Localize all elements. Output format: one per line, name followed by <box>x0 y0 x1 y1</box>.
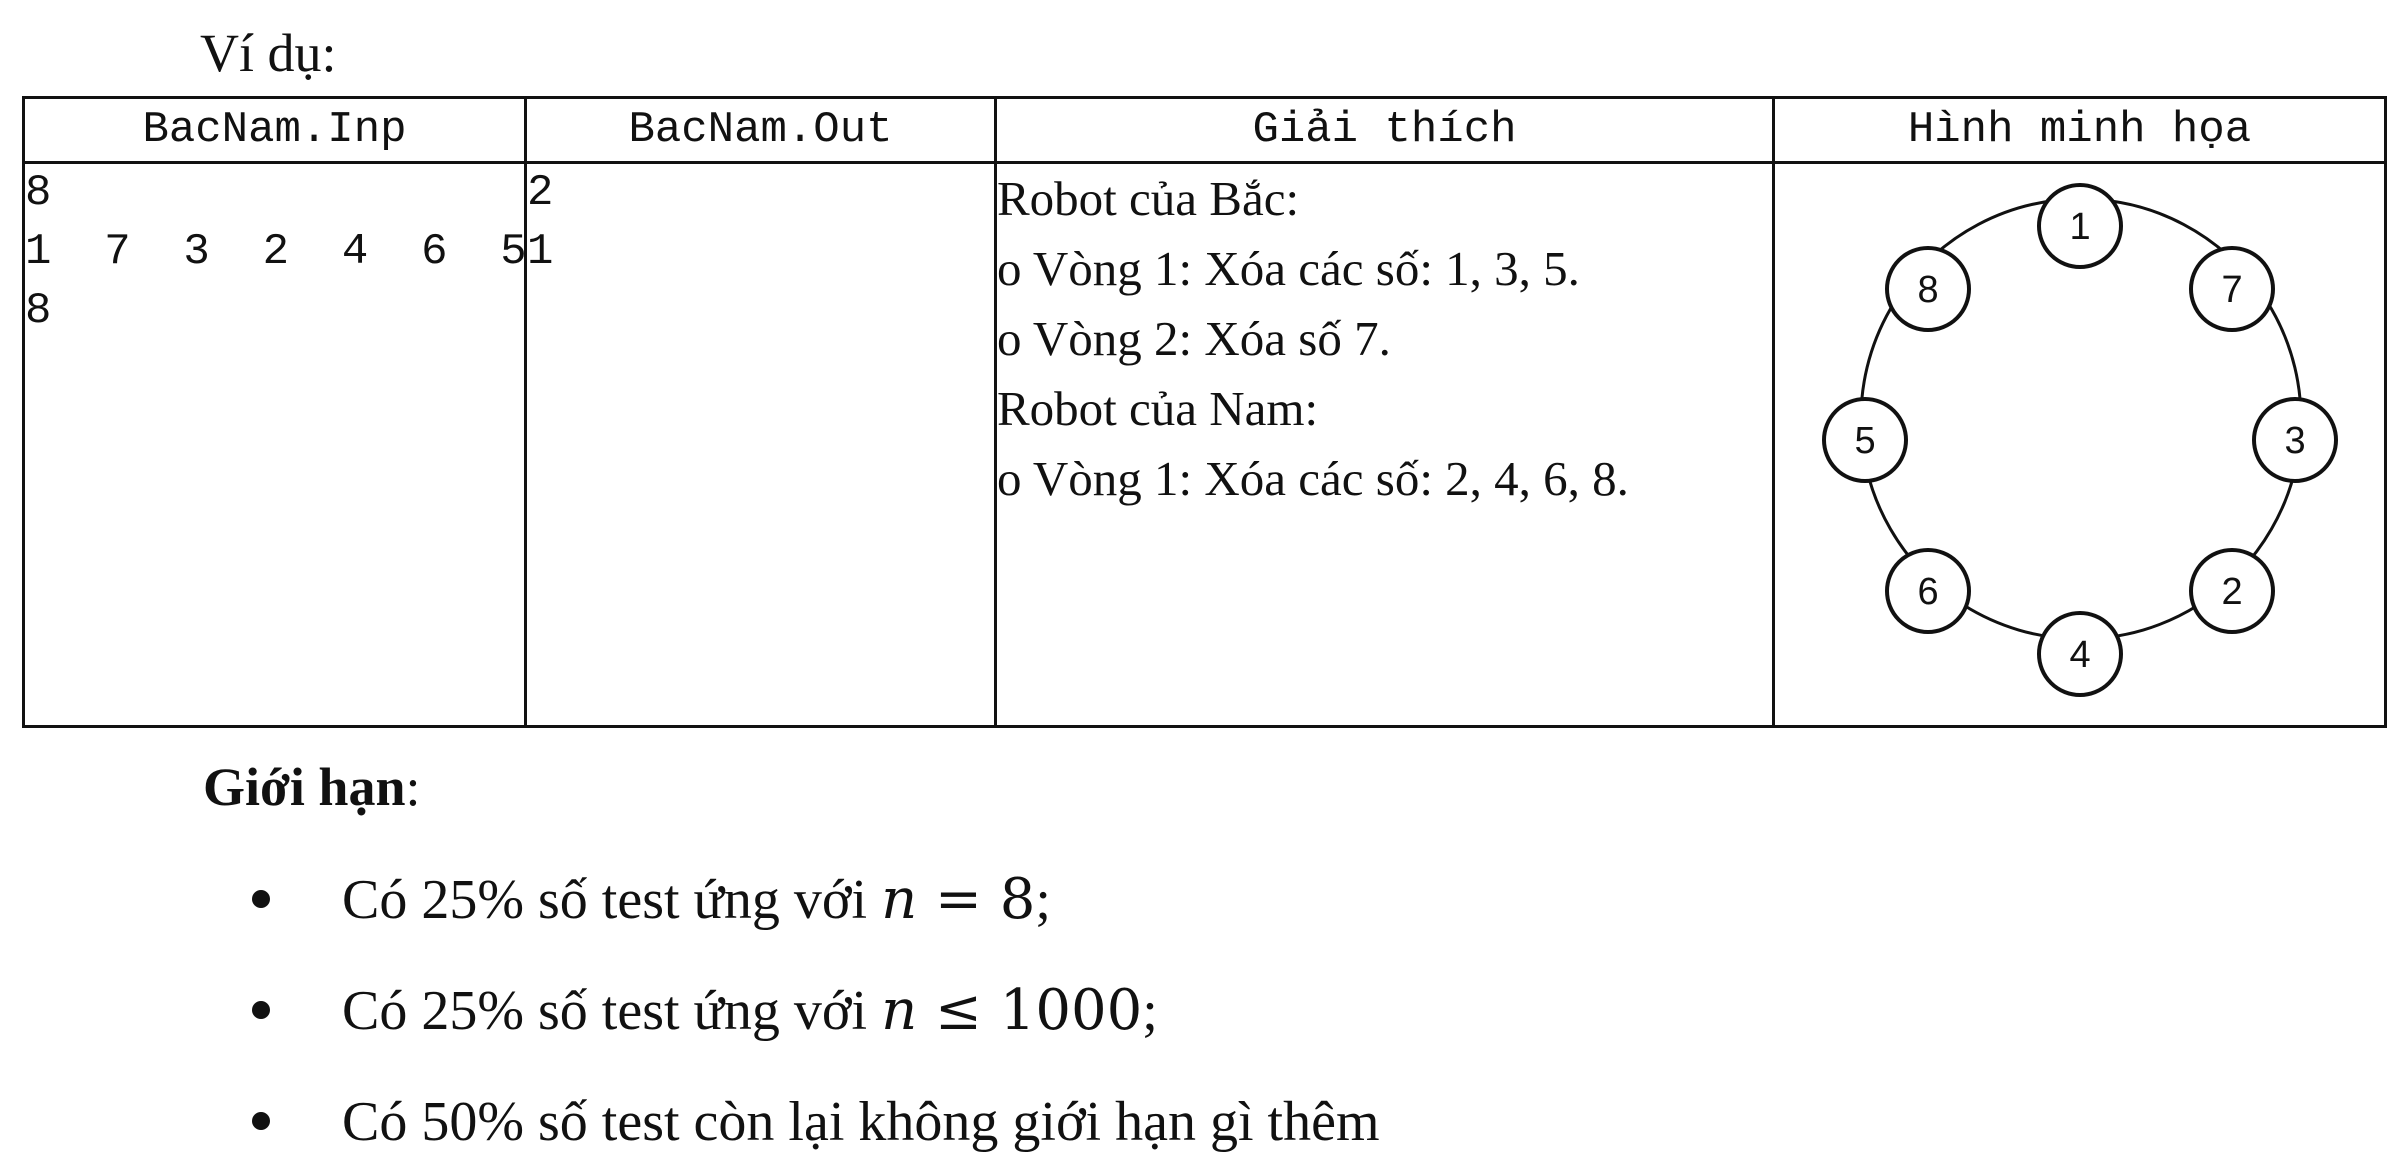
output-line: 2 <box>527 168 554 218</box>
node-4 <box>2039 613 2121 695</box>
output-cell <box>526 163 996 727</box>
node-1 <box>2039 185 2121 267</box>
svg-text:5: 5 <box>1854 420 1876 462</box>
svg-text:3: 3 <box>2284 420 2306 462</box>
limits-heading <box>203 752 421 822</box>
svg-text:1: 1 <box>2069 206 2091 248</box>
node-5 <box>1824 399 1906 481</box>
node-7 <box>2191 248 2273 330</box>
illustration-cell <box>1774 163 2386 727</box>
node-8 <box>1887 248 1969 330</box>
limit-item <box>0 860 2400 940</box>
bullet-icon <box>252 1001 270 1019</box>
output-line: 1 <box>527 227 554 277</box>
svg-text:7: 7 <box>2221 269 2243 311</box>
node-2 <box>2191 550 2273 632</box>
explanation-cell <box>996 163 1774 727</box>
limit-text: Có 25% số test ứng với n ≤ 1000; <box>342 978 1158 1043</box>
node-6 <box>1887 550 1969 632</box>
limits-title: Giới hạn <box>203 757 406 817</box>
svg-text:4: 4 <box>2069 634 2091 676</box>
limit-text: Có 50% số test còn lại không giới hạn gì thêm <box>342 1091 1380 1153</box>
svg-text:8: 8 <box>1917 269 1939 311</box>
explanation-line: Robot của Nam: <box>997 381 1319 436</box>
explanation-line: o Vòng 1: Xóa các số: 2, 4, 6, 8. <box>997 451 1629 506</box>
limit-item <box>0 971 2400 1051</box>
bullet-icon <box>252 890 270 908</box>
bullet-icon <box>252 1112 270 1130</box>
node-3 <box>2254 399 2336 481</box>
svg-text:2: 2 <box>2221 571 2243 613</box>
sample-table <box>22 96 2387 728</box>
explanation-line: o Vòng 2: Xóa số 7. <box>997 311 1391 366</box>
explanation-line: o Vòng 1: Xóa các số: 1, 3, 5. <box>997 241 1580 296</box>
input-line: 8 <box>25 168 52 218</box>
limits-colon: : <box>405 757 421 817</box>
circle-diagram <box>1775 164 2375 724</box>
input-line: 1 7 3 2 4 6 5 <box>25 227 527 277</box>
explanation-line: Robot của Bắc: <box>997 171 1300 226</box>
header-input-file: BacNam.Inp <box>24 98 526 163</box>
header-output-file: BacNam.Out <box>526 98 996 163</box>
example-heading: Ví dụ: <box>200 23 337 83</box>
header-explanation: Giải thích <box>996 98 1774 163</box>
svg-text:6: 6 <box>1917 571 1939 613</box>
limit-item <box>0 1082 2400 1162</box>
input-line: 8 <box>25 286 52 336</box>
header-illustration: Hình minh họa <box>1774 98 2386 163</box>
input-cell <box>24 163 526 727</box>
limit-text: Có 25% số test ứng với n = 8; <box>342 867 1051 932</box>
